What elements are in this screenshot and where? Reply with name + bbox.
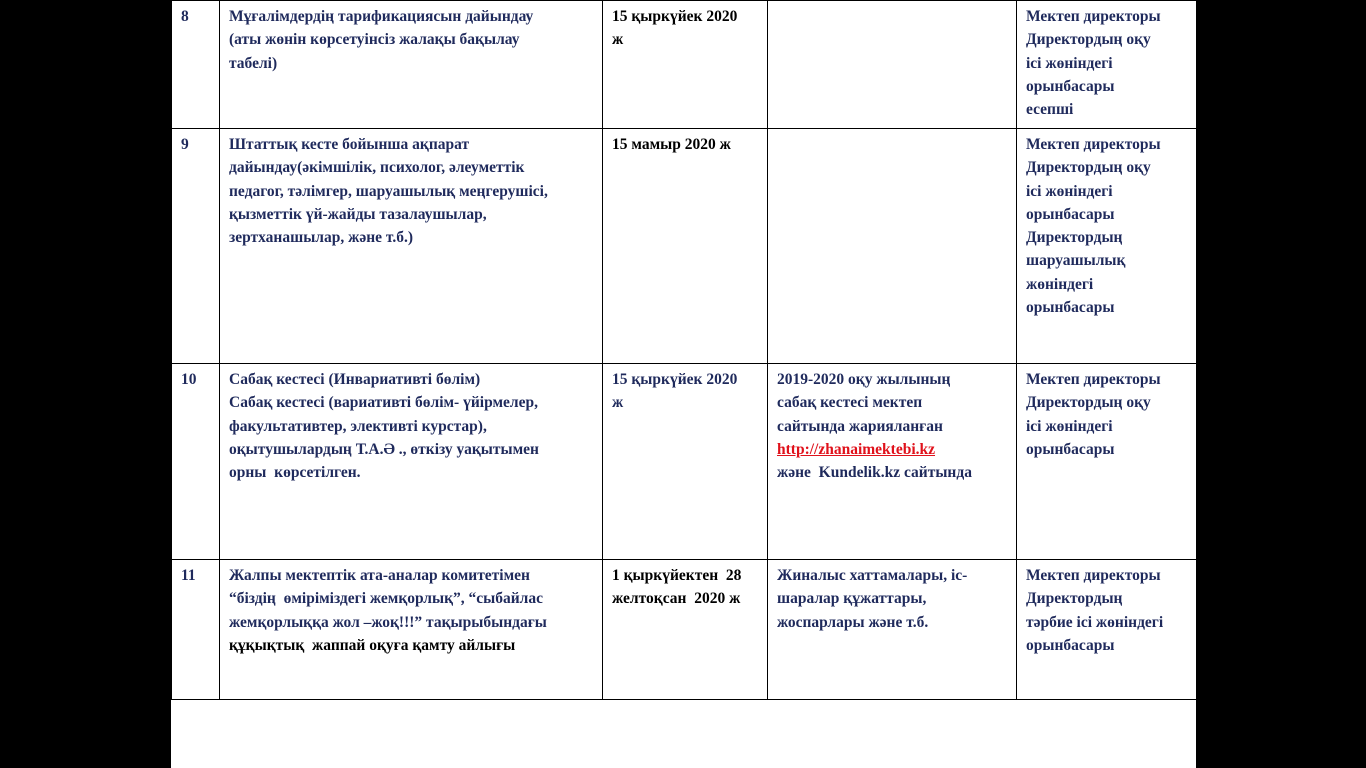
- task-line: “біздің өміріміздегі жемқорлық”, “сыбайлас: [229, 590, 543, 608]
- task-line: Штаттық кесте бойынша ақпарат: [229, 136, 470, 153]
- row-number-cell: [172, 129, 220, 364]
- responsible-line: орынбасары: [1026, 299, 1115, 317]
- result-cell: [768, 129, 1017, 364]
- result-cell: [768, 364, 1017, 560]
- row-number-cell: [172, 1, 220, 129]
- table-row: [172, 364, 1197, 560]
- responsible-line: Мектеп директоры: [1026, 136, 1161, 153]
- result-cell: [768, 1, 1017, 129]
- responsible-line: Директордың оқу: [1026, 394, 1151, 412]
- task-line: қызметтік үй-жайды тазалаушылар,: [229, 205, 487, 223]
- date-line: 15 қыркүйек 2020: [612, 371, 738, 388]
- responsible-line: Директордың: [1026, 590, 1123, 608]
- result-line: 2019-2020 оқу жылының: [777, 371, 951, 388]
- task-cell: [220, 560, 603, 700]
- responsible-line: орынбасары: [1026, 636, 1115, 654]
- row-number: 11: [181, 567, 196, 584]
- date-line: 15 қыркүйек 2020: [612, 8, 738, 25]
- task-line: орны көрсетілген.: [229, 464, 361, 482]
- responsible-line: шаруашылық: [1026, 252, 1126, 270]
- row-number-cell: [172, 364, 220, 560]
- result-line: сабақ кестесі мектеп: [777, 394, 923, 412]
- date-line: ж: [612, 394, 624, 412]
- result-line: сайтында жарияланған: [777, 417, 943, 435]
- date-cell: [603, 364, 768, 560]
- table-row: [172, 560, 1197, 700]
- responsible-cell: [1017, 364, 1197, 560]
- task-line: дайындау(әкімшілік, психолог, әлеуметтік: [229, 159, 525, 177]
- responsible-line: ісі жөніндегі: [1026, 182, 1113, 200]
- responsible-cell: [1017, 560, 1197, 700]
- task-line: факультативтер, элективті курстар),: [229, 417, 487, 435]
- responsible-line: Директордың оқу: [1026, 31, 1151, 49]
- responsible-line: Мектеп директоры: [1026, 8, 1161, 25]
- result-cell: [768, 560, 1017, 700]
- responsible-line: ісі жөніндегі: [1026, 54, 1113, 72]
- result-line: жоспарлары және т.б.: [777, 613, 929, 631]
- row-number: 8: [181, 8, 189, 25]
- responsible-line: орынбасары: [1026, 77, 1115, 95]
- row-number-cell: [172, 560, 220, 700]
- task-cell: [220, 1, 603, 129]
- date-cell: [603, 129, 768, 364]
- table-row: [172, 129, 1197, 364]
- responsible-line: Мектеп директоры: [1026, 371, 1161, 388]
- task-line: Мұғалімдердің тарификациясын дайындау: [229, 8, 534, 25]
- responsible-cell: [1017, 129, 1197, 364]
- result-line: Жиналыс хаттамалары, іс-: [777, 567, 968, 584]
- responsible-line: ісі жөніндегі: [1026, 417, 1113, 435]
- task-line: Сабақ кестесі (Инвариативті бөлім): [229, 371, 481, 388]
- responsible-line: орынбасары: [1026, 205, 1115, 223]
- responsible-line: орынбасары: [1026, 440, 1115, 458]
- date-cell: [603, 560, 768, 700]
- task-line: Жалпы мектептік ата-аналар комитетімен: [229, 567, 530, 584]
- responsible-line: тәрбие ісі жөніндегі: [1026, 613, 1164, 631]
- responsible-line: Директордың: [1026, 229, 1123, 247]
- task-line: зертханашылар, және т.б.): [229, 229, 414, 247]
- task-cell: [220, 364, 603, 560]
- date-line: ж: [612, 31, 624, 49]
- school-website-link[interactable]: http://zhanaimektebi.kz: [777, 440, 936, 458]
- responsible-cell: [1017, 1, 1197, 129]
- responsible-line: Директордың оқу: [1026, 159, 1151, 177]
- responsible-line: Мектеп директоры: [1026, 567, 1161, 584]
- date-cell: [603, 1, 768, 129]
- table-row: [172, 1, 1197, 129]
- date-line: 1 қыркүйектен 28: [612, 567, 742, 584]
- row-number: 10: [181, 371, 197, 388]
- task-line: табелі): [229, 54, 278, 72]
- task-line: педагог, тәлімгер, шаруашылық меңгерушісі,: [229, 182, 548, 200]
- task-cell: [220, 129, 603, 364]
- date-line: желтоқсан 2020 ж: [612, 590, 741, 608]
- result-line: шаралар құжаттары,: [777, 590, 927, 608]
- responsible-line: есепші: [1026, 101, 1074, 119]
- task-line: Сабақ кестесі (вариативті бөлім- үйірмелер,: [229, 394, 538, 412]
- result-line: және Kundelik.kz сайтында: [777, 464, 972, 482]
- task-line: (аты жөнін көрсетуінсіз жалақы бақылау: [229, 31, 520, 49]
- plan-table: [171, 0, 1197, 700]
- task-line: құқықтық жаппай оқуға қамту айлығы: [229, 636, 516, 654]
- responsible-line: жөніндегі: [1026, 275, 1094, 293]
- task-line: жемқорлыққа жол –жоқ!!!” тақырыбындағы: [229, 613, 547, 631]
- slide-page: [171, 0, 1196, 768]
- task-line: оқытушылардың Т.А.Ә ., өткізу уақытымен: [229, 440, 539, 458]
- row-number: 9: [181, 136, 189, 153]
- date-line: 15 мамыр 2020 ж: [612, 136, 731, 153]
